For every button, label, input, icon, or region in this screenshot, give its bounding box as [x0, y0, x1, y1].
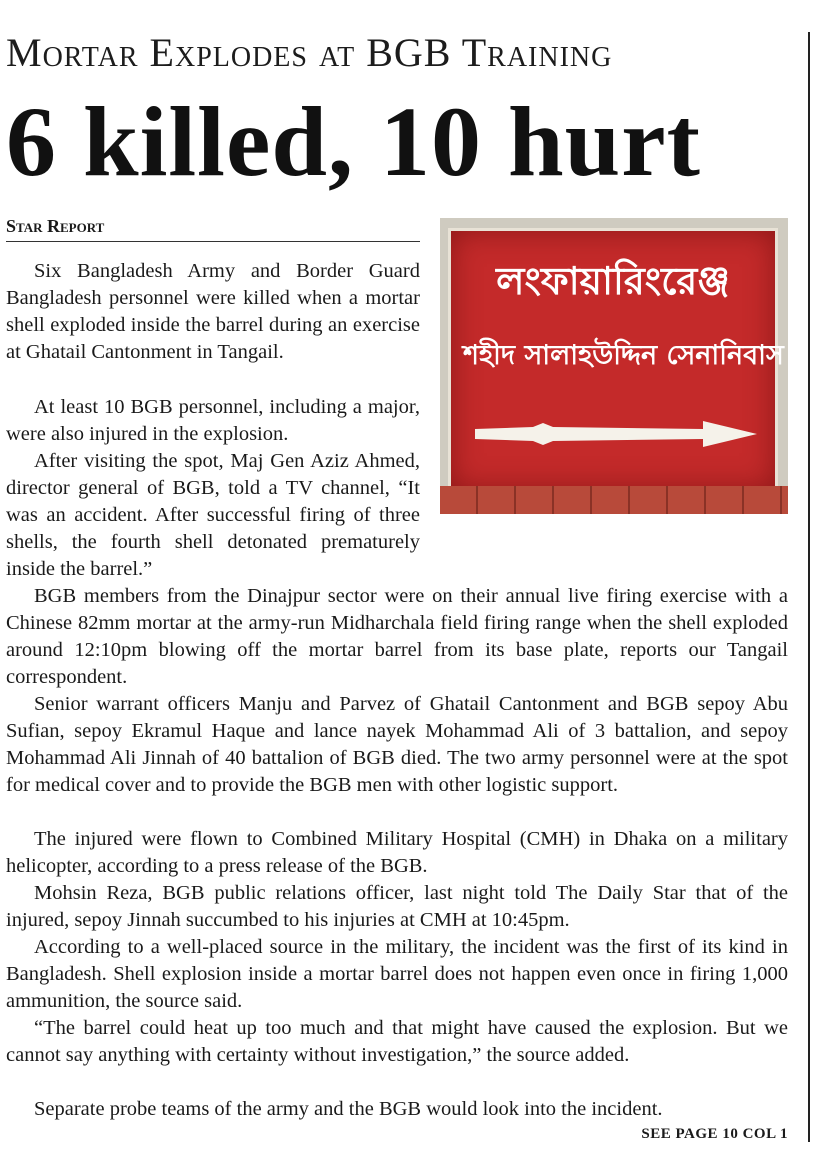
main-headline: 6 killed, 10 hurt: [6, 86, 701, 197]
column-rule: [808, 32, 810, 1142]
continuation-note: SEE PAGE 10 COL 1: [641, 1126, 788, 1142]
red-sign-board: [448, 228, 784, 492]
article-paragraph: The injured were flown to Combined Military Hospital (CMH) in Dhaka on a military helicopter, according to a press release of the BGB.: [6, 828, 788, 877]
news-photo: [440, 218, 788, 514]
article-paragraph: BGB members from the Dinajpur sector were on their annual live firing exercise with a Chinese 82mm mortar at the army-run Midharchala field firing range when the shell exploded around 12:10pm blowing off the mortar barrel from its base plate, reports our Tangail correspondent.: [6, 585, 788, 688]
article-paragraph: Senior warrant officers Manju and Parvez of Ghatail Cantonment and BGB sepoy Abu Sufian, sepoy Ekramul Haque and lance nayek Mohammad Ali of 3 battalion, and sepoy Mohammad Ali Jinnah of 40 battalion of BGB died. The two army personnel were at the spot for medical cover and to provide the BGB men with other logistic support.: [6, 693, 788, 796]
kicker-headline: Mortar Explodes at BGB Training: [6, 30, 613, 75]
article-paragraph: “The barrel could heat up too much and that might have caused the explosion. But we cannot say anything with certainty without investigation,” the source added.: [6, 1017, 788, 1066]
article-paragraph: After visiting the spot, Maj Gen Aziz Ahmed, director general of BGB, told a TV channel, “It was an accident. After successful firing of three shells, the fourth shell detonated prematurely inside the barrel.”: [6, 450, 420, 580]
article-paragraph: Mohsin Reza, BGB public relations officer, last night told The Daily Star that of the injured, sepoy Jinnah succumbed to his injuries at CMH at 10:45pm.: [6, 882, 788, 931]
byline: Star Report: [6, 216, 420, 242]
article-paragraph: Separate probe teams of the army and the BGB would look into the incident.: [34, 1098, 663, 1120]
sign-text-line1: লংফায়ারিংরেঞ্জ: [496, 259, 730, 303]
article-paragraph: At least 10 BGB personnel, including a major, were also injured in the explosion.: [6, 396, 420, 445]
sign-text-line2: শহীদ সালাহউদ্দিন সেনানিবাস: [463, 340, 784, 371]
article-paragraph: According to a well-placed source in the military, the incident was the first of its kind in Bangladesh. Shell explosion inside a mortar barrel does not happen even once in firing 1,000 ammunition, the source said.: [6, 936, 788, 1012]
brick-wall: [440, 486, 788, 514]
article-paragraph: Six Bangladesh Army and Border Guard Bangladesh personnel were killed when a mortar shell exploded inside the barrel during an exercise at Ghatail Cantonment in Tangail.: [6, 260, 420, 363]
arrow-right-icon: [471, 417, 761, 451]
